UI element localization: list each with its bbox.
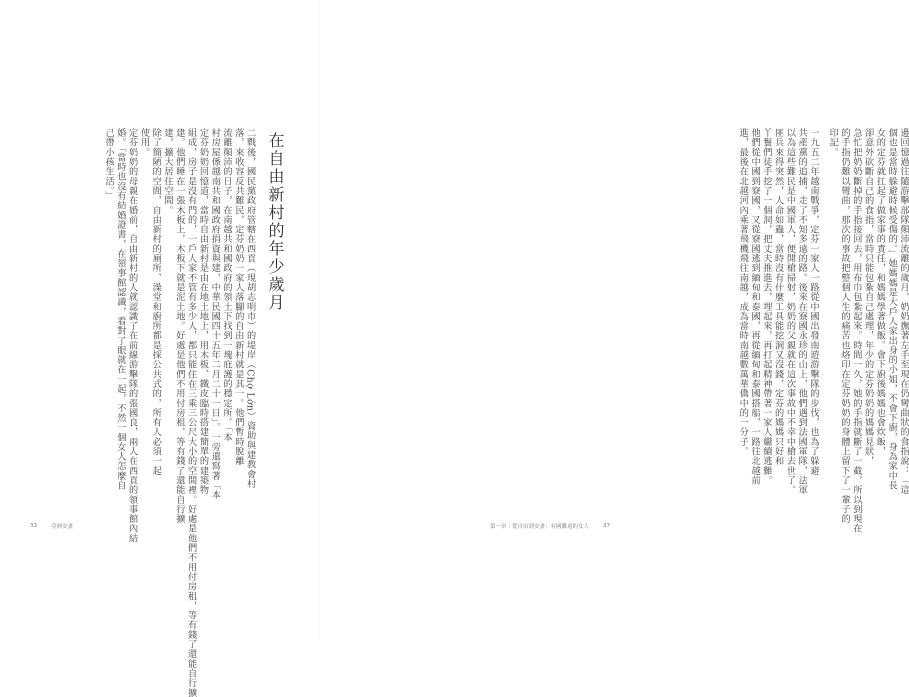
page-number: 37 (603, 523, 610, 529)
running-title: 亞洲安妻 (51, 524, 74, 530)
right-text-block (646, 128, 908, 576)
text-column: 二戰後，國民黨政府管轄在西貢（現胡志明市）的堤岸（Chợ Lớn）資助與建教會村 (244, 128, 256, 489)
text-column: 除了簡陋的空間，自由新村的廁所、澡堂和廚所都是採公共式的，所有人必須一起 (150, 128, 162, 476)
text-column: 個也是當時躲避時候受傷的。」她媽媽是大戶人家出身的小姐，不會下廚，身為家中長 (886, 128, 898, 491)
page-number: 33 (30, 523, 37, 529)
text-column: 卻意外砍斷自己的食指，當時只能包紮自己處理，年少的定芬奶奶的媽媽見狀， (862, 128, 874, 466)
text-column: 印記。 (827, 128, 839, 157)
right-footer (490, 522, 610, 530)
paragraph-gap (819, 128, 825, 576)
text-column: 建，擴大居住空間。 (162, 128, 174, 215)
running-title: 第一章｜從自由到安妻：有國難返的女人 (489, 524, 589, 530)
text-column: 村房屋係越南共和國政府捐資與建，中華民國四十五年二月二十一日」。一旁還寫著「本 (209, 128, 221, 500)
text-column: 定芬奶奶回憶道，當時自由新村是由在地土地上，用木板、鐵皮臨時搭建簡單的建築物 (197, 128, 209, 495)
left-text-block (33, 128, 295, 697)
left-footer (30, 522, 73, 530)
text-column: 建。他們睡在一張木板上，木板下就是泥土地。好處是他們不用付房租，等有錢了還能自行擴 (173, 128, 185, 524)
text-column: 定芬奶奶的母親在婚前，自由新村的人就認識了在前線游擊隊的張國良，兩人在西貢的領事館內結 (126, 128, 138, 543)
left-page (0, 0, 320, 697)
text-column: 進，最後在北越河內乘著飛機飛往南越，成為當時南越數萬華僑中的一分子。 (737, 128, 749, 457)
text-column: 以為這些難民是中國軍人，便開槍掃射，奶奶的父親就在這次事故中不幸中槍去世了。 (784, 128, 796, 495)
text-column: 急忙把奶奶斷掉的手指接回去，用布巾包紮起來。時間一久，她的手指就斷了一截，所以到現在 (850, 128, 862, 534)
text-column: 己帶小孩生活。」 (103, 128, 115, 201)
text-column: 他們從中國到寮國，又從寮國逃到緬甸和泰國，再從緬甸和泰國搭船，一路往北越前 (749, 128, 761, 486)
text-column: 使用。 (138, 128, 150, 157)
text-column: 的手指仍難以彎曲，那次的事故把整個人生的痛苦也烙印在定芬奶奶的身體上留下了一輩子的 (839, 128, 851, 524)
section-heading: 在自由新村的年少歲月 (266, 132, 285, 312)
right-page (320, 0, 909, 640)
text-column: 一九五二年越南戰爭，定芬一家人一路從中國出發南遊游擊隊的步伐，也為了躲避 (808, 128, 820, 476)
text-column: 流離顛沛的日子，在南越共和國政府的領土下找到一塊庇護的穩定所。「本 (221, 128, 233, 442)
text-column: 邊回憶過往隨游擊部隊顛沛流離的歲月，奶奶撫著左手至現在仍彎曲狀的食指說：「這 (898, 128, 909, 495)
text-column: 丫鬟們徒手挖了一個洞，把丈夫推進去，埋起來，再打起精神帶著一家人繼續逃難。 (760, 128, 772, 486)
text-column: 落，來收容反共難民，定芬奶奶一家人落腳的自由新村就是其一。他們暫時脫離 (232, 128, 244, 466)
text-column: 組成，房子是沒有門的，一戶人家不管有多少人，都只能住在三乘三公尺大小的空間裡。好處是他們不用付房租，等有錢了還能自行擴 (185, 128, 197, 697)
text-column: 婚。「當時也沒有結婚證書，在領事館認識，看對了眼就在一起，不然一個女人怎麼自 (114, 128, 126, 491)
text-column: 匪兵來得突然，人命如蟲，當時沒有什麼工具能挖洞又沒錢，定芬的媽媽只好和 (772, 128, 784, 466)
text-column: 女的定芬就扛起了做家事的責任，和媽媽學著做飯。會下廚後媽媽也會炊飯， (874, 128, 886, 457)
text-column: 共產黨的追捕，走了不知多遠的路。後來在寮國永珍的山上，他們遇到法國軍隊，法軍 (796, 128, 808, 495)
